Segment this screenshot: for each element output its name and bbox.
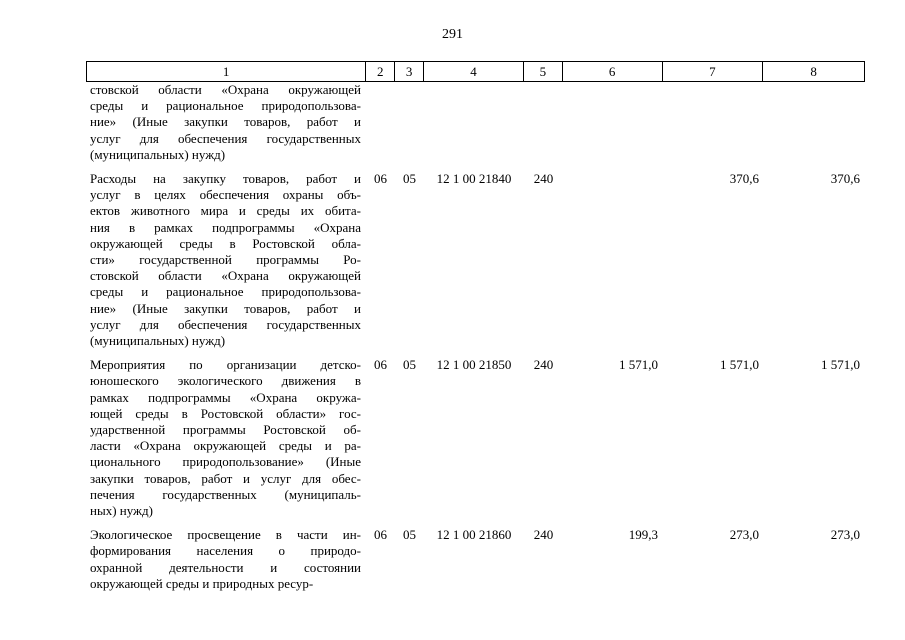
expense-type-code: 240 xyxy=(533,357,554,373)
description-line: ласти «Охрана окружающей среды и ра- xyxy=(90,438,361,454)
subsection-code xyxy=(395,82,424,163)
description-line: среды и рациональное природопользова- xyxy=(90,98,361,114)
description-line: окружающей среды и природных ресур- xyxy=(90,575,314,591)
amount-col-7: 1 571,0 xyxy=(720,357,759,373)
description-line: окружающей среды в Ростовской обла- xyxy=(90,235,361,251)
table-row xyxy=(86,357,865,519)
description-line: печения государственных (муниципаль- xyxy=(90,486,361,502)
target-article-code: 12 1 00 21860 xyxy=(436,527,512,543)
column-header-3: 3 xyxy=(395,62,424,81)
subsection-code: 05 xyxy=(403,171,416,187)
description-line: ющей среды в Ростовской области» гос- xyxy=(90,405,361,421)
description-line: сти» государственной программы Ро- xyxy=(90,252,361,268)
description-line: формирования населения о природо- xyxy=(90,543,361,559)
target-article-code: 12 1 00 21850 xyxy=(436,357,512,373)
description-line: Экологическое просвещение в части ин- xyxy=(90,527,361,543)
table-row xyxy=(86,171,865,349)
expense-type-code xyxy=(524,82,563,163)
table-row xyxy=(86,527,865,592)
amount-col-6: 199,3 xyxy=(628,527,658,543)
subsection-code: 05 xyxy=(403,357,416,373)
amount-col-8: 1 571,0 xyxy=(821,357,860,373)
description-line: ектов животного мира и среды их обита- xyxy=(90,203,361,219)
amount-col-6: 1 571,0 xyxy=(619,357,658,373)
description-line: ударственной программы Ростовской об- xyxy=(90,422,361,438)
page-number: 291 xyxy=(442,27,463,42)
section-code: 06 xyxy=(374,357,387,373)
description-line: услуг для обеспечения государственных xyxy=(90,316,361,332)
column-header-4: 4 xyxy=(424,62,524,81)
table-row xyxy=(86,82,865,163)
description-line: ционального природопользование» (Иные xyxy=(90,454,361,470)
description-line: услуг в целях обеспечения охраны объ- xyxy=(90,187,361,203)
column-header-6: 6 xyxy=(563,62,663,81)
table-header xyxy=(86,61,865,82)
target-article-code: 12 1 00 21840 xyxy=(436,171,512,187)
row-description xyxy=(86,357,366,519)
amount-col-8 xyxy=(764,82,865,163)
expense-type-code: 240 xyxy=(533,527,554,543)
description-line: рамках подпрограммы «Охрана окружа- xyxy=(90,389,361,405)
row-description xyxy=(86,82,366,163)
description-line: среды и рациональное природопользова- xyxy=(90,284,361,300)
row-description xyxy=(86,171,366,349)
amount-col-7: 370,6 xyxy=(729,171,759,187)
target-article-code xyxy=(424,82,524,163)
description-line: Мероприятия по организации детско- xyxy=(90,357,361,373)
expense-type-code: 240 xyxy=(533,171,554,187)
column-header-1: 1 xyxy=(87,62,366,81)
amount-col-6 xyxy=(563,171,663,349)
description-line: ных) нужд) xyxy=(90,503,153,519)
section-code: 06 xyxy=(374,527,387,543)
subsection-code: 05 xyxy=(403,527,416,543)
amount-col-8: 273,0 xyxy=(830,527,860,543)
description-line: стовской области «Охрана окружающей xyxy=(90,82,361,97)
table-body xyxy=(86,82,865,600)
description-line: закупки товаров, работ и услуг для обес- xyxy=(90,470,361,486)
amount-col-8: 370,6 xyxy=(830,171,860,187)
column-header-5: 5 xyxy=(524,62,563,81)
description-line: (муниципальных) нужд) xyxy=(90,333,226,349)
description-line: ние» (Иные закупки товаров, работ и xyxy=(90,300,361,316)
description-line: (муниципальных) нужд) xyxy=(90,146,226,162)
amount-col-6 xyxy=(563,82,663,163)
section-code xyxy=(366,82,395,163)
section-code: 06 xyxy=(374,171,387,187)
description-line: юношеского экологического движения в xyxy=(90,373,361,389)
description-line: услуг для обеспечения государственных xyxy=(90,130,361,146)
description-line: ния в рамках подпрограммы «Охрана xyxy=(90,219,361,235)
description-line: ние» (Иные закупки товаров, работ и xyxy=(90,114,361,130)
description-line: Расходы на закупку товаров, работ и xyxy=(90,171,361,187)
row-description xyxy=(86,527,366,592)
amount-col-7 xyxy=(663,82,764,163)
description-line: стовской области «Охрана окружающей xyxy=(90,268,361,284)
column-header-7: 7 xyxy=(663,62,764,81)
amount-col-7: 273,0 xyxy=(729,527,759,543)
column-header-2: 2 xyxy=(366,62,395,81)
column-header-8: 8 xyxy=(810,64,817,79)
description-line: охранной деятельности и состоянии xyxy=(90,559,361,575)
